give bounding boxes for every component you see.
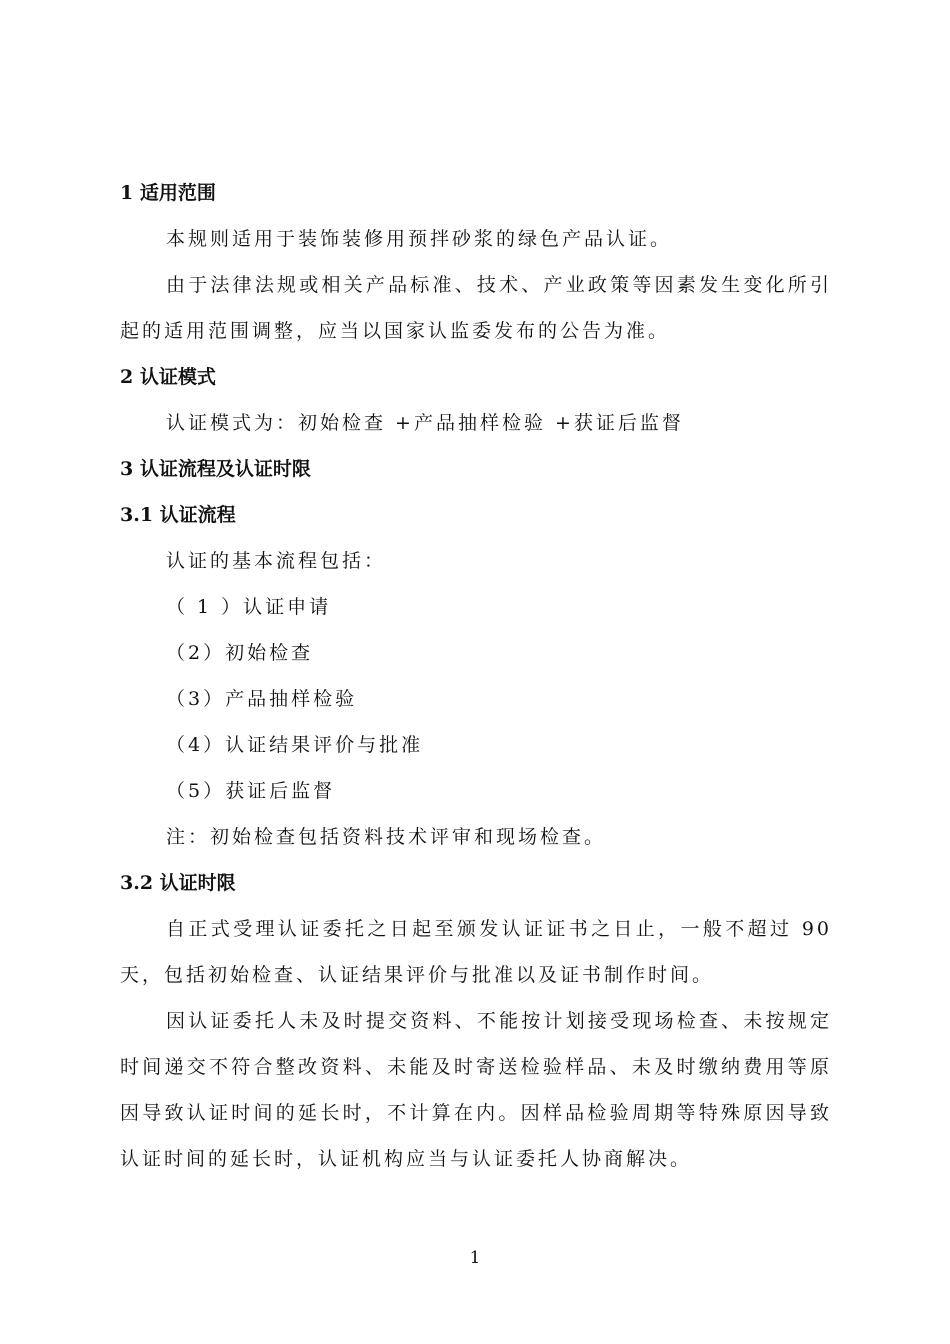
process-step-1: （ 1 ）认证申请 xyxy=(166,596,332,618)
section-2-paragraph-1: 认证模式为：初始检查 +产品抽样检验 +获证后监督 xyxy=(166,412,684,434)
section-3-2-paragraph-1: 自正式受理认证委托之日起至颁发认证证书之日止，一般不超过 90天，包括初始检查、认证结果评价与批准以及证书制作时间。 xyxy=(120,918,832,986)
section-1-heading: 1 适用范围 xyxy=(120,182,216,204)
section-3-1-heading: 3.1 认证流程 xyxy=(120,504,236,526)
section-3-2-heading: 3.2 认证时限 xyxy=(120,872,236,894)
section-1-paragraph-2: 由于法律法规或相关产品标准、技术、产业政策等因素发生变化所引起的适用范围调整，应当以国家认监委发布的公告为准。 xyxy=(120,274,832,342)
section-3-1-note: 注：初始检查包括资料技术评审和现场检查。 xyxy=(166,826,607,848)
process-step-4: （4）认证结果评价与批准 xyxy=(166,734,424,756)
section-3-2-paragraph-2: 因认证委托人未及时提交资料、不能按计划接受现场检查、未按规定时间递交不符合整改资料、未能及时寄送检验样品、未及时缴纳费用等原因导致认证时间的延长时，不计算在内。因样品检验周期等特殊原因导致认证时间的延长时，认证机构应当与认证委托人协商解决。 xyxy=(120,1010,832,1170)
section-3-1-intro: 认证的基本流程包括： xyxy=(166,550,387,572)
page-number: 1 xyxy=(469,1248,481,1268)
section-1-paragraph-1: 本规则适用于装饰装修用预拌砂浆的绿色产品认证。 xyxy=(166,228,673,250)
process-step-3: （3）产品抽样检验 xyxy=(166,688,358,710)
section-3-heading: 3 认证流程及认证时限 xyxy=(120,458,311,480)
section-2-heading: 2 认证模式 xyxy=(120,366,216,388)
document-body xyxy=(120,170,832,1182)
process-step-2: （2）初始检查 xyxy=(166,642,314,664)
process-step-5: （5）获证后监督 xyxy=(166,780,336,802)
